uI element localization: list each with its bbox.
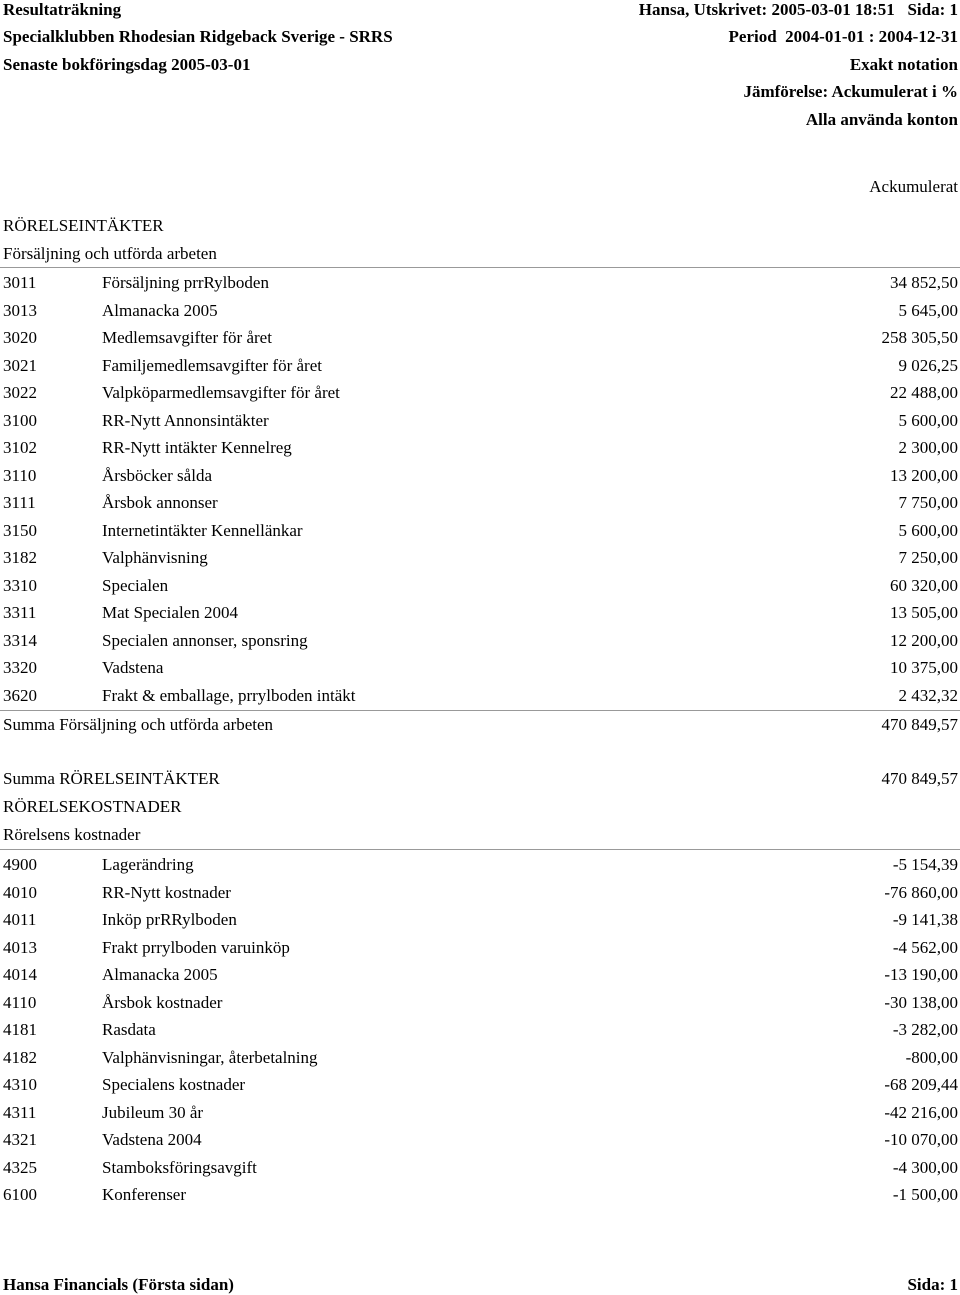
account-number: 3310 bbox=[3, 575, 37, 595]
table-row bbox=[0, 383, 960, 410]
table-row bbox=[0, 548, 960, 575]
table-row bbox=[0, 1158, 960, 1185]
account-number: 4325 bbox=[3, 1157, 37, 1177]
account-name: Frakt prrylboden varuinköp bbox=[102, 937, 290, 957]
account-number: 4011 bbox=[3, 910, 37, 929]
account-number: 3111 bbox=[3, 493, 36, 512]
account-amount: -76 860,00 bbox=[884, 882, 958, 902]
account-name: Medlemsavgifter för året bbox=[102, 328, 272, 347]
account-amount: 7 750,00 bbox=[898, 493, 958, 512]
account-name: Valphänvisning bbox=[102, 548, 208, 567]
footer-left: Hansa Financials (Första sidan) bbox=[3, 1275, 234, 1294]
account-number: 3021 bbox=[3, 355, 37, 375]
account-number: 3100 bbox=[3, 410, 37, 430]
table-row bbox=[0, 938, 960, 965]
account-number: 3314 bbox=[3, 630, 37, 650]
account-number: 3013 bbox=[3, 300, 37, 320]
account-name: Valpköparmedlemsavgifter för året bbox=[102, 383, 340, 402]
accounts-filter: Alla använda konton bbox=[805, 110, 958, 129]
account-number: 3022 bbox=[3, 383, 37, 402]
account-amount: 60 320,00 bbox=[890, 575, 958, 595]
table-row bbox=[0, 965, 960, 992]
account-name: Valphänvisningar, återbetalning bbox=[102, 1047, 318, 1067]
table-row bbox=[0, 1103, 960, 1130]
table-row bbox=[0, 631, 960, 658]
table-row bbox=[0, 1130, 960, 1157]
account-amount: -13 190,00 bbox=[884, 965, 958, 984]
account-number: 4311 bbox=[3, 1102, 37, 1122]
table-row bbox=[0, 1185, 960, 1212]
divider bbox=[0, 710, 960, 711]
account-amount: -68 209,44 bbox=[884, 1075, 958, 1094]
account-number: 4181 bbox=[3, 1020, 37, 1039]
table-row bbox=[0, 576, 960, 603]
account-amount: -5 154,39 bbox=[892, 855, 958, 874]
account-name: Försäljning prrRylboden bbox=[102, 273, 269, 292]
table-row bbox=[0, 1020, 960, 1047]
account-name: Specialen bbox=[102, 575, 169, 595]
account-name: Stamboksföringsavgift bbox=[102, 1157, 257, 1177]
account-number: 3150 bbox=[3, 520, 37, 540]
divider bbox=[0, 849, 960, 850]
table-row bbox=[0, 493, 960, 520]
table-row bbox=[0, 855, 960, 882]
account-number: 4321 bbox=[3, 1130, 37, 1149]
table-row bbox=[0, 521, 960, 548]
group-sum-amount: 470 849,57 bbox=[881, 715, 958, 734]
printed-info: Hansa, Utskrivet: 2005-03-01 18:51 Sida: 1 bbox=[638, 0, 958, 19]
account-name: Mat Specialen 2004 bbox=[102, 603, 238, 622]
account-name: Rasdata bbox=[102, 1020, 156, 1039]
account-number: 3182 bbox=[3, 548, 37, 567]
account-amount: -3 282,00 bbox=[892, 1020, 958, 1039]
footer-page: Sida: 1 bbox=[907, 1275, 958, 1294]
table-row bbox=[0, 1048, 960, 1075]
account-amount: 10 375,00 bbox=[890, 658, 958, 677]
account-name: Internetintäkter Kennellänkar bbox=[102, 520, 303, 540]
account-amount: 2 300,00 bbox=[898, 438, 958, 457]
column-header-accumulated: Ackumulerat bbox=[869, 177, 958, 196]
table-row bbox=[0, 466, 960, 493]
account-name: Vadstena 2004 bbox=[102, 1130, 202, 1149]
table-row bbox=[0, 658, 960, 685]
account-amount: 258 305,50 bbox=[881, 328, 958, 347]
account-name: RR-Nytt Annonsintäkter bbox=[102, 410, 269, 430]
comparison-label: Jämförelse: Ackumulerat i % bbox=[743, 82, 958, 101]
account-number: 6100 bbox=[3, 1185, 37, 1204]
account-number: 3011 bbox=[3, 273, 37, 292]
account-amount: -10 070,00 bbox=[884, 1130, 958, 1149]
table-row bbox=[0, 273, 960, 300]
table-row bbox=[0, 910, 960, 937]
table-row bbox=[0, 603, 960, 630]
group-sales: Försäljning och utförda arbeten bbox=[3, 244, 217, 263]
account-amount: -9 141,38 bbox=[892, 910, 958, 929]
account-number: 4900 bbox=[3, 855, 37, 874]
account-name: Frakt & emballage, prrylboden intäkt bbox=[102, 685, 356, 705]
last-posting-date: Senaste bokföringsdag 2005-03-01 bbox=[3, 55, 251, 74]
account-name: Årsbok kostnader bbox=[102, 992, 223, 1012]
table-row bbox=[0, 883, 960, 910]
account-number: 4182 bbox=[3, 1047, 37, 1067]
account-number: 3102 bbox=[3, 438, 37, 457]
account-amount: -800,00 bbox=[905, 1047, 958, 1067]
account-amount: -4 300,00 bbox=[892, 1157, 958, 1177]
account-number: 4310 bbox=[3, 1075, 37, 1094]
account-number: 3020 bbox=[3, 328, 37, 347]
account-amount: 34 852,50 bbox=[890, 273, 958, 292]
account-amount: -4 562,00 bbox=[892, 937, 958, 957]
account-name: RR-Nytt kostnader bbox=[102, 882, 231, 902]
table-row bbox=[0, 438, 960, 465]
account-amount: 12 200,00 bbox=[890, 630, 958, 650]
account-name: Konferenser bbox=[102, 1185, 187, 1204]
account-amount: 5 600,00 bbox=[898, 520, 958, 540]
table-row bbox=[0, 411, 960, 438]
table-row bbox=[0, 1075, 960, 1102]
table-row bbox=[0, 993, 960, 1020]
account-amount: 5 645,00 bbox=[898, 300, 958, 320]
account-name: Årsböcker sålda bbox=[102, 465, 212, 485]
company-name: Specialklubben Rhodesian Ridgeback Sverige - SRRS bbox=[3, 27, 393, 46]
section-sum-amount: 470 849,57 bbox=[881, 769, 958, 788]
account-name: Årsbok annonser bbox=[102, 493, 218, 512]
table-row bbox=[0, 328, 960, 355]
account-name: RR-Nytt intäkter Kennelreg bbox=[102, 438, 292, 457]
account-amount: 22 488,00 bbox=[890, 383, 958, 402]
account-name: Almanacka 2005 bbox=[102, 965, 218, 984]
account-name: Vadstena bbox=[102, 658, 164, 677]
notation-label: Exakt notation bbox=[849, 55, 958, 74]
account-number: 3320 bbox=[3, 658, 37, 677]
account-amount: 13 505,00 bbox=[890, 603, 958, 622]
account-amount: -30 138,00 bbox=[884, 992, 958, 1012]
section-income: RÖRELSEINTÄKTER bbox=[3, 216, 164, 235]
account-number: 4010 bbox=[3, 882, 37, 902]
section-costs: RÖRELSEKOSTNADER bbox=[3, 797, 182, 816]
account-name: Lagerändring bbox=[102, 855, 194, 874]
account-number: 4013 bbox=[3, 937, 37, 957]
account-name: Familjemedlemsavgifter för året bbox=[102, 355, 322, 375]
group-sum-label: Summa Försäljning och utförda arbeten bbox=[3, 715, 274, 734]
account-number: 4014 bbox=[3, 965, 37, 984]
account-number: 3620 bbox=[3, 685, 37, 705]
account-amount: -1 500,00 bbox=[892, 1185, 958, 1204]
account-amount: 5 600,00 bbox=[898, 410, 958, 430]
report-title: Resultaträkning bbox=[3, 0, 122, 19]
account-name: Jubileum 30 år bbox=[102, 1102, 204, 1122]
account-amount: -42 216,00 bbox=[884, 1102, 958, 1122]
group-operating-costs: Rörelsens kostnader bbox=[3, 825, 141, 844]
account-name: Inköp prRRylboden bbox=[102, 910, 237, 929]
account-number: 3311 bbox=[3, 603, 37, 622]
table-row bbox=[0, 686, 960, 713]
account-name: Almanacka 2005 bbox=[102, 300, 218, 320]
account-name: Specialens kostnader bbox=[102, 1075, 246, 1094]
table-row bbox=[0, 356, 960, 383]
account-amount: 7 250,00 bbox=[898, 548, 958, 567]
account-name: Specialen annonser, sponsring bbox=[102, 630, 308, 650]
account-amount: 2 432,32 bbox=[898, 685, 958, 705]
section-sum-label: Summa RÖRELSEINTÄKTER bbox=[3, 769, 220, 788]
account-number: 3110 bbox=[3, 465, 37, 485]
account-amount: 9 026,25 bbox=[898, 355, 958, 375]
account-number: 4110 bbox=[3, 992, 37, 1012]
divider bbox=[0, 267, 960, 268]
account-amount: 13 200,00 bbox=[890, 465, 958, 485]
period-range: Period 2004-01-01 : 2004-12-31 bbox=[728, 27, 958, 46]
table-row bbox=[0, 301, 960, 328]
